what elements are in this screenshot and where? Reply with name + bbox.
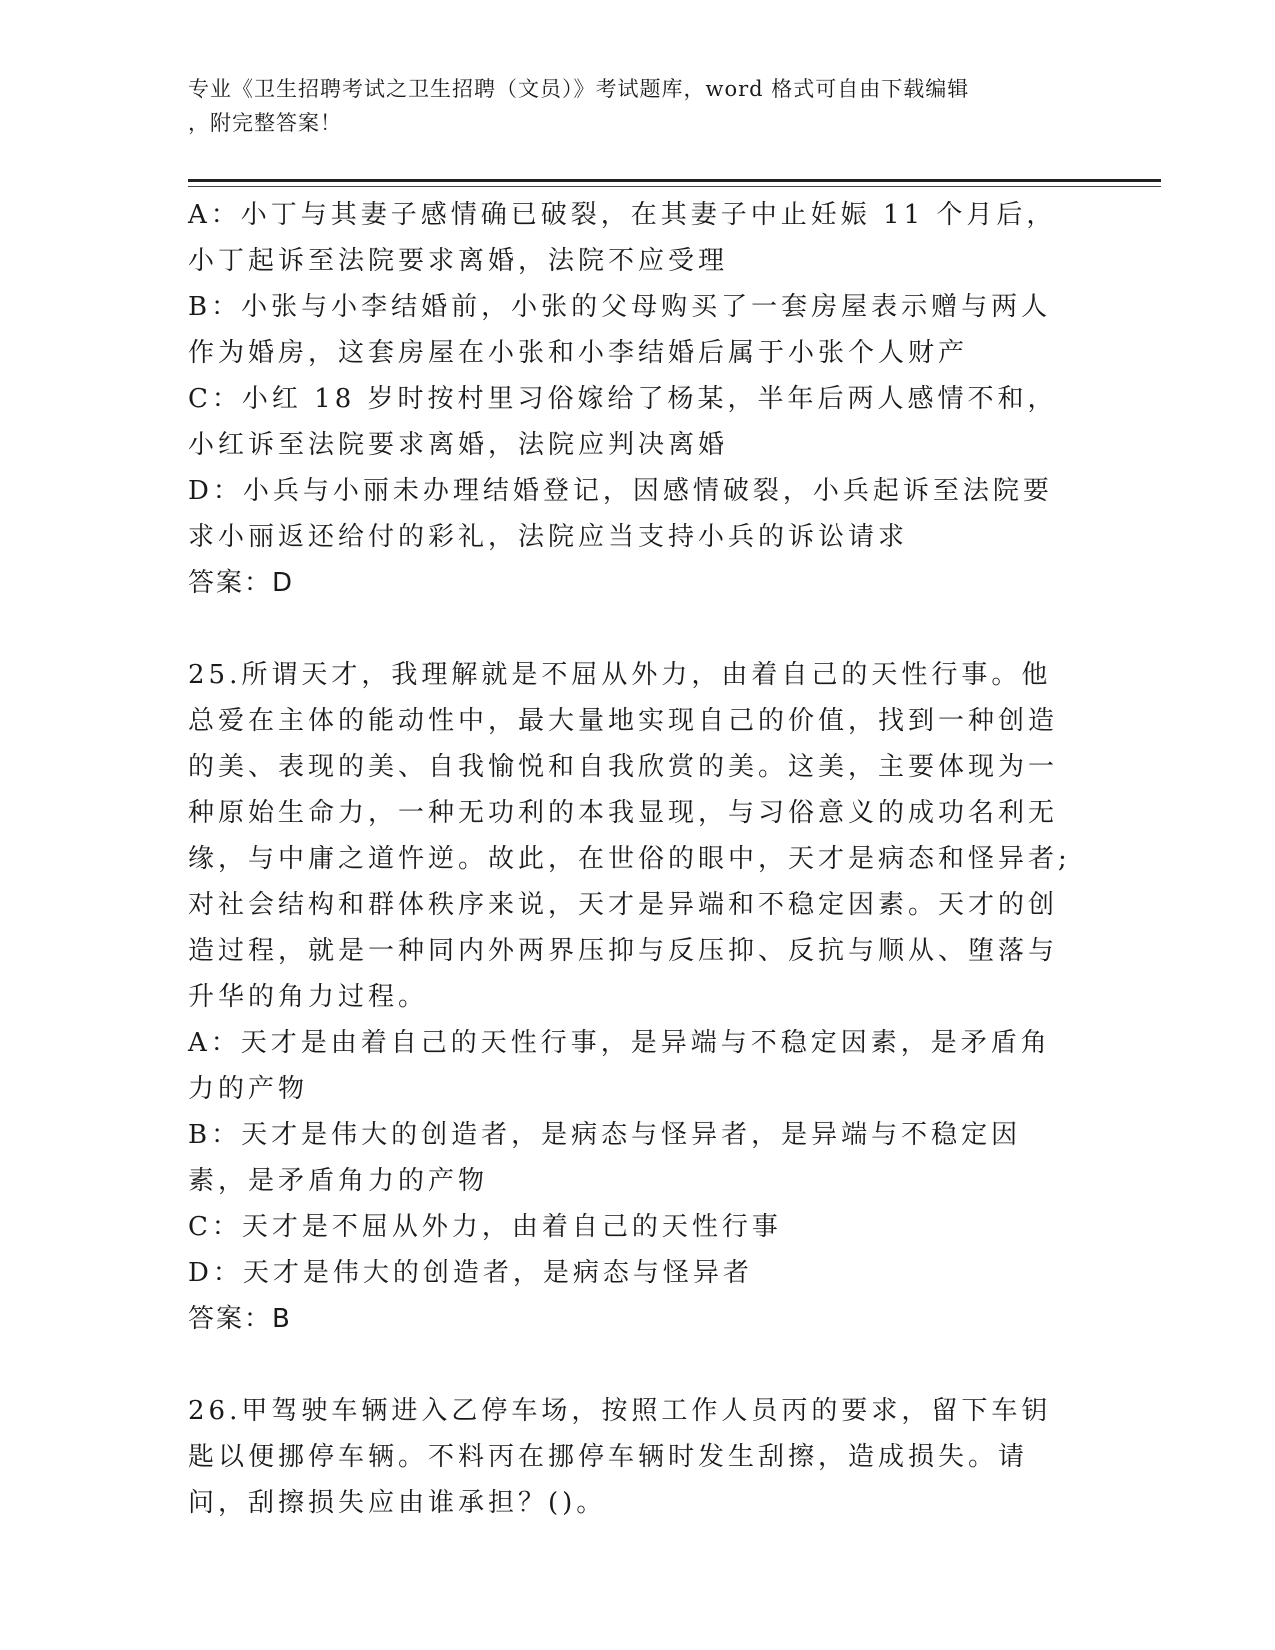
header-rule-thin bbox=[188, 186, 1161, 187]
header-rule-thick bbox=[188, 179, 1161, 182]
option-c: C：天才是不屈从外力，由着自己的天性行事 bbox=[188, 1212, 782, 1242]
answer: 答案：B bbox=[188, 1304, 292, 1334]
option-a: A：天才是由着自己的天性行事，是异端与不稳定因素，是矛盾角力的产物 bbox=[188, 1028, 1051, 1104]
option-d: D：小兵与小丽未办理结婚登记，因感情破裂，小兵起诉至法院要求小丽返还给付的彩礼，法院应当支持小兵的诉讼请求 bbox=[188, 476, 1053, 552]
document-body bbox=[188, 192, 1078, 1526]
option-b: B：天才是伟大的创造者，是病态与怪异者，是异端与不稳定因素，是矛盾角力的产物 bbox=[188, 1120, 1022, 1196]
question-26 bbox=[188, 1388, 1078, 1526]
option-d: D：天才是伟大的创造者，是病态与怪异者 bbox=[188, 1258, 753, 1288]
option-b: B：小张与小李结婚前，小张的父母购买了一套房屋表示赠与两人作为婚房，这套房屋在小张和小李结婚后属于小张个人财产 bbox=[188, 292, 1052, 368]
option-c: C：小红 18 岁时按村里习俗嫁给了杨某，半年后两人感情不和，小红诉至法院要求离婚，法院应判决离婚 bbox=[188, 384, 1058, 460]
answer: 答案：D bbox=[188, 568, 295, 598]
document-header bbox=[188, 72, 1088, 140]
question-25 bbox=[188, 652, 1078, 1342]
header-line-1: 专业《卫生招聘考试之卫生招聘（文员）》考试题库，word 格式可自由下载编辑 bbox=[188, 77, 970, 101]
question-24 bbox=[188, 192, 1078, 606]
header-line-2: ，附完整答案！ bbox=[188, 111, 342, 135]
option-a: A：小丁与其妻子感情确已破裂，在其妻子中止妊娠 11 个月后，小丁起诉至法院要求离婚，法院不应受理 bbox=[188, 200, 1057, 276]
question-stem: 25.所谓天才，我理解就是不屈从外力，由着自己的天性行事。他总爱在主体的能动性中，最大量地实现自己的价值，找到一种创造的美、表现的美、自我愉悦和自我欣赏的美。这美，主要体现为一种原始生命力，一种无功利的本我显现，与习俗意义的成功名利无缘，与中庸之道忤逆。故此，在世俗的眼中，天才是病态和怪异者;对社会结构和群体秩序来说，天才是异端和不稳定因素。天才的创造过程，就是一种同内外两界压抑与反压抑、反抗与顺从、堕落与升华的角力过程。 bbox=[188, 660, 1071, 1012]
question-stem: 26.甲驾驶车辆进入乙停车场，按照工作人员丙的要求，留下车钥匙以便挪停车辆。不料丙在挪停车辆时发生刮擦，造成损失。请问，刮擦损失应由谁承担？()。 bbox=[188, 1396, 1052, 1518]
